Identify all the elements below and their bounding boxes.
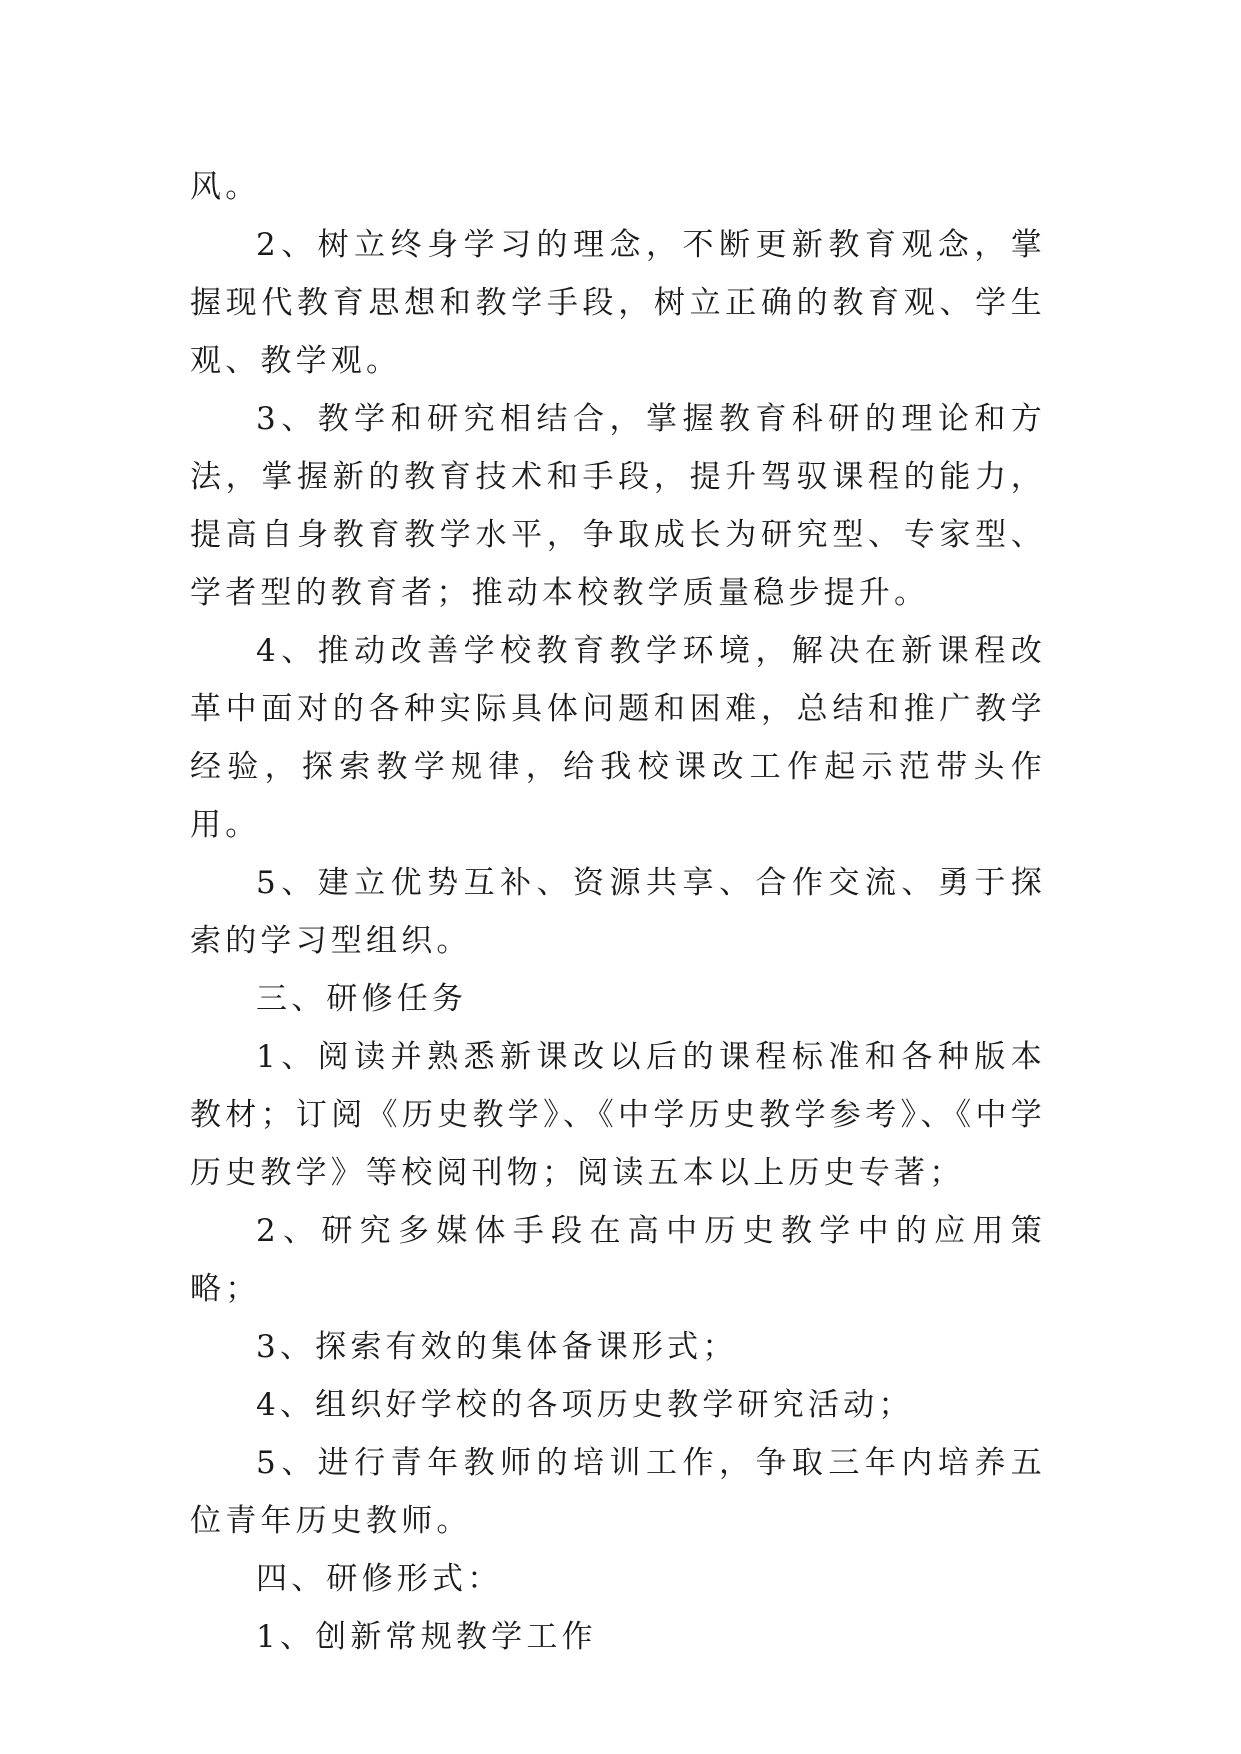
paragraph-goal-4: 4、推动改善学校教育教学环境，解决在新课程改革中面对的各种实际具体问题和困难，总结和推广教学经验，探索教学规律，给我校课改工作起示范带头作用。	[190, 633, 1046, 843]
paragraph-task-2: 2、研究多媒体手段在高中历史教学中的应用策略；	[190, 1213, 1046, 1307]
paragraph-task-3: 3、探索有效的集体备课形式；	[256, 1329, 738, 1365]
paragraph-task-4: 4、组织好学校的各项历史教学研究活动；	[256, 1387, 914, 1423]
paragraph-continuation: 风。	[190, 169, 261, 205]
paragraph-goal-3: 3、教学和研究相结合，掌握教育科研的理论和方法，掌握新的教育技术和手段，提升驾驭课程的能力，提高自身教育教学水平，争取成长为研究型、专家型、学者型的教育者；推动本校教学质量稳步提升。	[190, 401, 1046, 611]
paragraph-form-1: 1、创新常规教学工作	[256, 1619, 597, 1655]
section-heading-tasks: 三、研修任务	[256, 981, 468, 1017]
document-body	[190, 158, 1046, 1666]
paragraph-task-5: 5、进行青年教师的培训工作，争取三年内培养五位青年历史教师。	[190, 1445, 1046, 1539]
section-heading-forms: 四、研修形式：	[256, 1561, 503, 1597]
paragraph-task-1: 1、阅读并熟悉新课改以后的课程标准和各种版本教材；订阅《历史教学》、《中学历史教学参考》、《中学历史教学》等校阅刊物；阅读五本以上历史专著；	[190, 1039, 1046, 1191]
paragraph-goal-5: 5、建立优势互补、资源共享、合作交流、勇于探索的学习型组织。	[190, 865, 1046, 959]
paragraph-goal-2: 2、树立终身学习的理念，不断更新教育观念，掌握现代教育思想和教学手段，树立正确的教育观、学生观、教学观。	[190, 227, 1046, 379]
